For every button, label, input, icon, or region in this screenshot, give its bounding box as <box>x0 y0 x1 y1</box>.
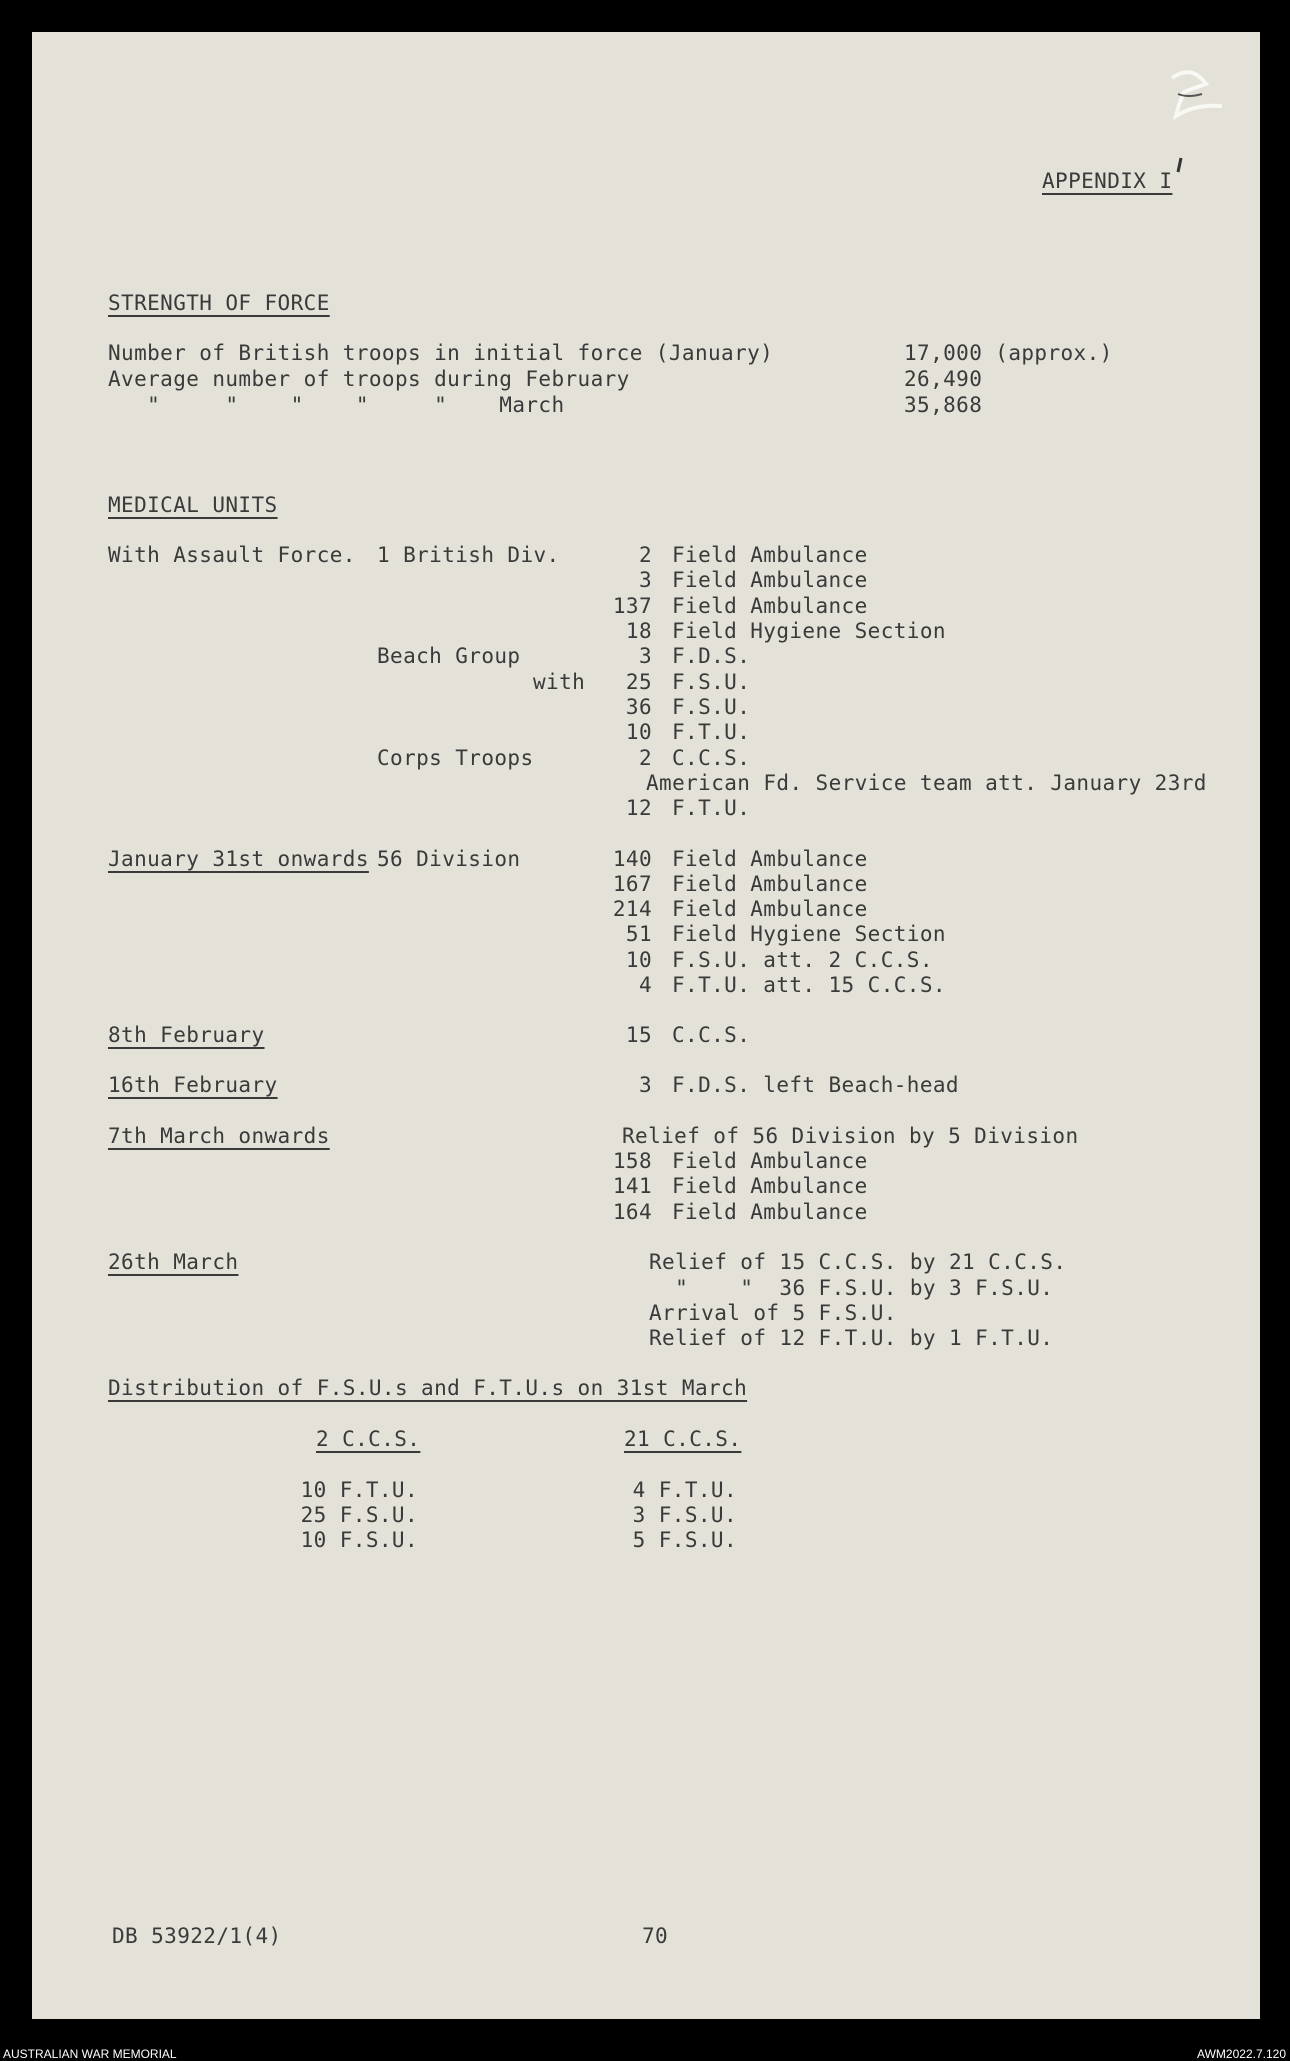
document-reference: DB 53922/1(4) <box>112 1924 282 1948</box>
unit-text: F.S.U. att. 2 C.C.S. <box>672 948 933 972</box>
unit-text: F.T.U. <box>672 720 751 744</box>
unit-number: 2 <box>638 746 652 770</box>
unit-number: 3 <box>638 568 652 592</box>
unit-text: Field Ambulance <box>672 872 868 896</box>
unit-number: 3 <box>638 644 652 668</box>
unit-text: Field Ambulance <box>672 1174 868 1198</box>
ink-smudge-mark <box>1132 54 1242 174</box>
unit-number: 12 <box>625 796 652 820</box>
unit-number: 167 <box>612 872 652 896</box>
distribution-col2-row: 3 F.S.U. <box>632 1503 737 1527</box>
archive-credit: AUSTRALIAN WAR MEMORIAL <box>3 2047 177 2061</box>
archive-reference: AWM2022.7.120 <box>1197 2047 1286 2061</box>
strength-row-value: 35,868 <box>904 393 983 417</box>
unit-number: 158 <box>612 1149 652 1173</box>
unit-text: F.T.U. <box>672 796 751 820</box>
strength-heading: STRENGTH OF FORCE <box>108 291 330 315</box>
distribution-col1-header: 2 C.C.S. <box>316 1427 421 1451</box>
unit-text: Field Ambulance <box>672 897 868 921</box>
document-page <box>32 32 1260 2019</box>
unit-text: Field Hygiene Section <box>672 922 946 946</box>
unit-number: 141 <box>612 1174 652 1198</box>
unit-number: 140 <box>612 847 652 871</box>
strength-row-label: " " " " " March <box>108 393 565 417</box>
unit-text: Field Ambulance <box>672 847 868 871</box>
jan31-label: January 31st onwards <box>108 847 369 871</box>
mar7-relief: Relief of 56 Division by 5 Division <box>622 1124 1079 1148</box>
unit-number: 164 <box>612 1200 652 1224</box>
unit-text: Field Ambulance <box>672 594 868 618</box>
unit-number: 15 <box>625 1023 652 1047</box>
distribution-col2-row: 5 F.S.U. <box>632 1528 737 1552</box>
distribution-col2-header: 21 C.C.S. <box>624 1427 742 1451</box>
unit-number: 51 <box>625 922 652 946</box>
unit-number: 3 <box>638 1073 652 1097</box>
strength-row-value: 26,490 <box>904 367 983 391</box>
jan31-division: 56 Division <box>377 847 521 871</box>
distribution-col1-row: 25 F.S.U. <box>300 1503 418 1527</box>
mar26-line: Relief of 12 F.T.U. by 1 F.T.U. <box>649 1326 1054 1350</box>
unit-number: 25 <box>625 670 652 694</box>
unit-text: F.S.U. <box>672 670 751 694</box>
unit-number: 10 <box>625 720 652 744</box>
assault-division: 1 British Div. <box>377 543 560 567</box>
page-number: 70 <box>642 1924 669 1948</box>
assault-label: With Assault Force. <box>108 543 356 567</box>
unit-text: Field Hygiene Section <box>672 619 946 643</box>
unit-text: F.S.U. <box>672 695 751 719</box>
distribution-col1-row: 10 F.S.U. <box>300 1528 418 1552</box>
corps-troops-label: Corps Troops <box>377 746 534 770</box>
mar26-line: " " 36 F.S.U. by 3 F.S.U. <box>649 1276 1054 1300</box>
medical-heading: MEDICAL UNITS <box>108 493 278 517</box>
with-label: with <box>533 670 586 694</box>
unit-number: 36 <box>625 695 652 719</box>
strength-row-value: 17,000 (approx.) <box>904 341 1113 365</box>
unit-text: F.D.S. <box>672 644 751 668</box>
mar7-label: 7th March onwards <box>108 1124 330 1148</box>
unit-number: 214 <box>612 897 652 921</box>
unit-text: F.D.S. left Beach-head <box>672 1073 959 1097</box>
unit-text: Field Ambulance <box>672 1149 868 1173</box>
unit-text: Field Ambulance <box>672 1200 868 1224</box>
strength-row-label: Average number of troops during February <box>108 367 630 391</box>
mar26-line: Arrival of 5 F.S.U. <box>649 1301 897 1325</box>
unit-number: 137 <box>612 594 652 618</box>
mar26-line: Relief of 15 C.C.S. by 21 C.C.S. <box>649 1250 1067 1274</box>
appendix-title: APPENDIX I <box>1042 169 1173 193</box>
unit-number: 18 <box>625 619 652 643</box>
distribution-col2-row: 4 F.T.U. <box>632 1478 737 1502</box>
unit-text: Field Ambulance <box>672 543 868 567</box>
unit-text: Field Ambulance <box>672 568 868 592</box>
distribution-heading: Distribution of F.S.U.s and F.T.U.s on 31st March <box>108 1376 748 1400</box>
unit-number: 10 <box>625 948 652 972</box>
unit-number: 4 <box>638 973 652 997</box>
feb16-label: 16th February <box>108 1073 278 1097</box>
unit-text: C.C.S. <box>672 746 751 770</box>
beach-group-label: Beach Group <box>377 644 521 668</box>
unit-text: American Fd. Service team att. January 23rd <box>646 771 1207 795</box>
unit-text: F.T.U. att. 15 C.C.S. <box>672 973 946 997</box>
distribution-col1-row: 10 F.T.U. <box>300 1478 418 1502</box>
unit-text: C.C.S. <box>672 1023 751 1047</box>
feb8-label: 8th February <box>108 1023 265 1047</box>
unit-number: 2 <box>638 543 652 567</box>
strength-row-label: Number of British troops in initial force (January) <box>108 341 774 365</box>
mar26-label: 26th March <box>108 1250 239 1274</box>
